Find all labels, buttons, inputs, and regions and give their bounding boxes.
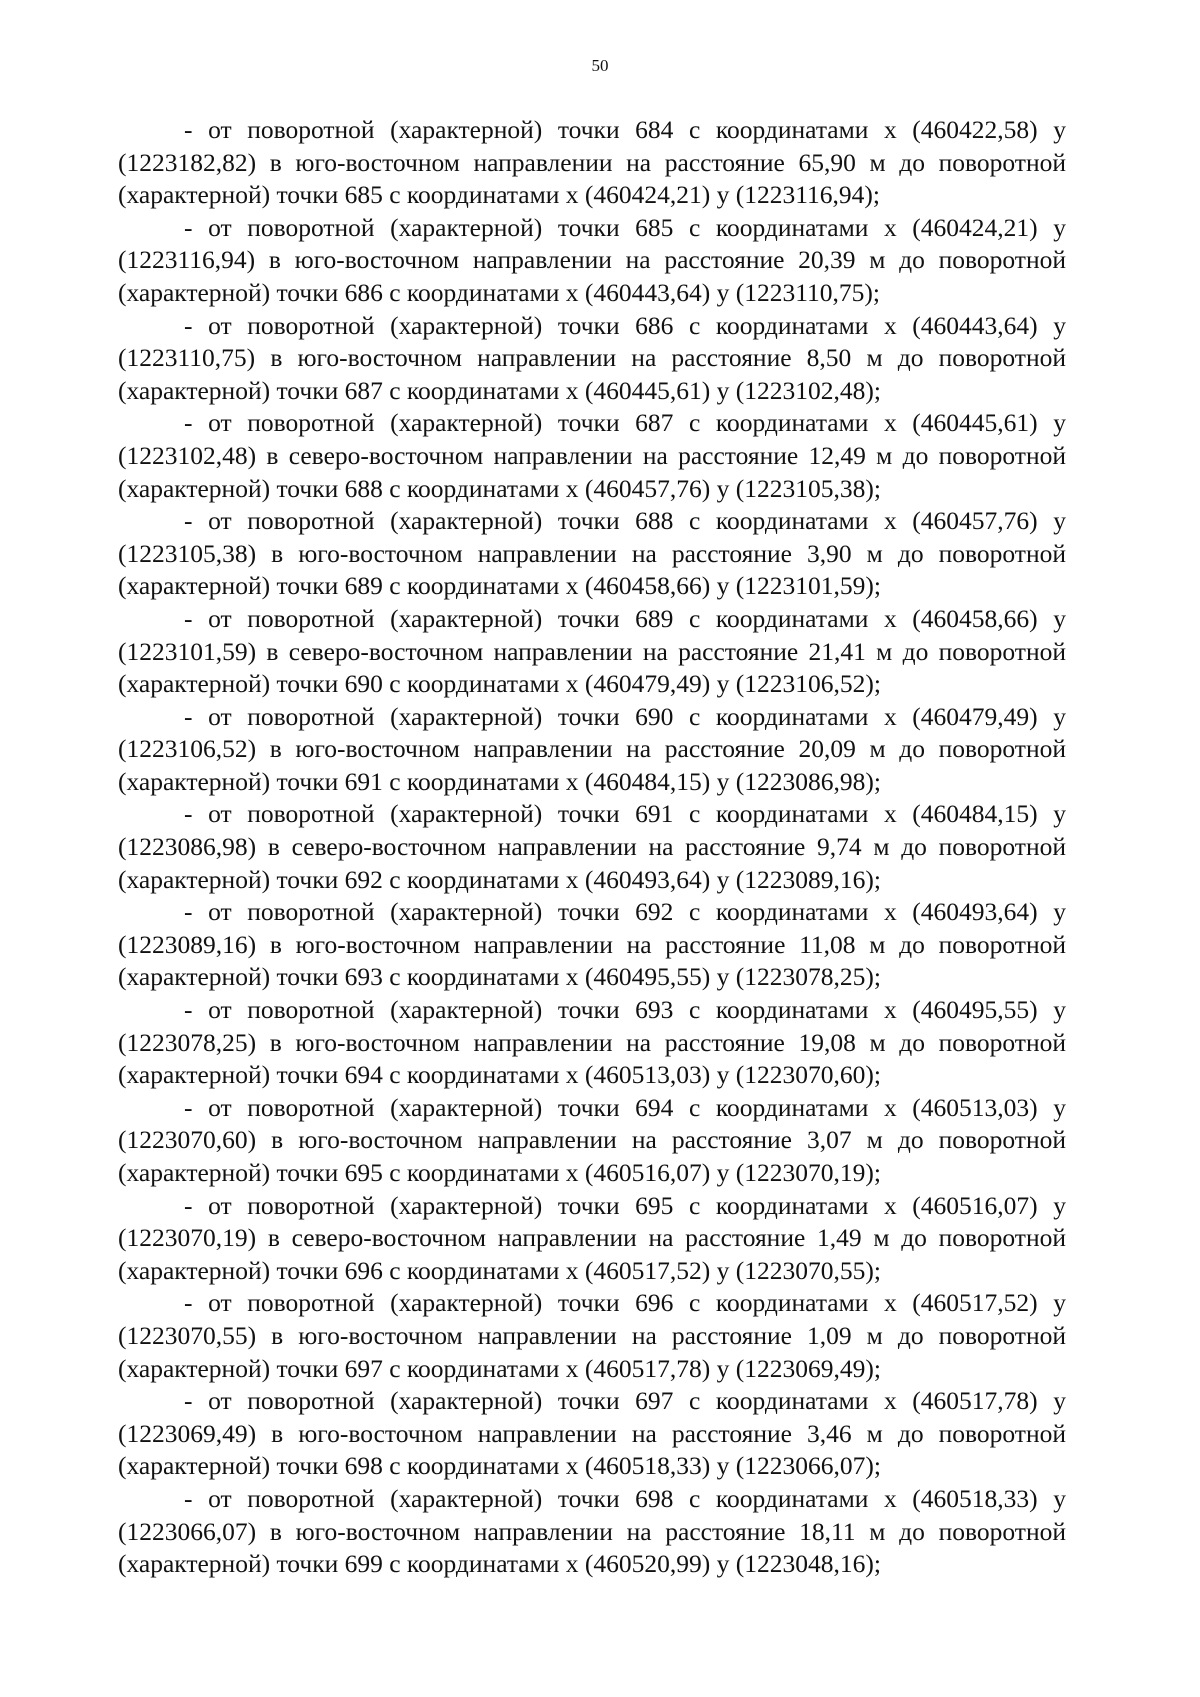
paragraph: - от поворотной (характерной) точки 697 с координатами х (460517,78) у (1223069,49) в юго-восточном направлении на расстояние 3,46 м до поворотной (характерной) точки 698 с координатами х (460518,33) у (1223066,07); xyxy=(118,1386,1066,1481)
paragraph: - от поворотной (характерной) точки 695 с координатами х (460516,07) у (1223070,19) в северо-восточном направлении на расстояние 1,49 м до поворотной (характерной) точки 696 с координатами х (460517,52) у (1223070,55); xyxy=(118,1190,1066,1285)
document-body xyxy=(118,114,1066,1581)
paragraph: - от поворотной (характерной) точки 686 с координатами х (460443,64) у (1223110,75) в юго-восточном направлении на расстояние 8,50 м до поворотной (характерной) точки 687 с координатами х (460445,61) у (1223102,48); xyxy=(118,310,1066,405)
paragraph: - от поворотной (характерной) точки 698 с координатами х (460518,33) у (1223066,07) в юго-восточном направлении на расстояние 18,11 м до поворотной (характерной) точки 699 с координатами х (460520,99) у (1223048,16); xyxy=(118,1483,1066,1579)
paragraph: - от поворотной (характерной) точки 685 с координатами х (460424,21) у (1223116,94) в юго-восточном направлении на расстояние 20,39 м до поворотной (характерной) точки 686 с координатами х (460443,64) у (1223110,75); xyxy=(118,212,1066,307)
page-number: 50 xyxy=(591,56,609,75)
paragraph: - от поворотной (характерной) точки 690 с координатами х (460479,49) у (1223106,52) в юго-восточном направлении на расстояние 20,09 м до поворотной (характерной) точки 691 с координатами х (460484,15) у (1223086,98); xyxy=(118,701,1066,796)
paragraph: - от поворотной (характерной) точки 692 с координатами х (460493,64) у (1223089,16) в юго-восточном направлении на расстояние 11,08 м до поворотной (характерной) точки 693 с координатами х (460495,55) у (1223078,25); xyxy=(118,897,1066,992)
paragraph: - от поворотной (характерной) точки 687 с координатами х (460445,61) у (1223102,48) в северо-восточном направлении на расстояние 12,49 м до поворотной (характерной) точки 688 с координатами х (460457,76) у (1223105,38); xyxy=(118,408,1066,503)
paragraph: - от поворотной (характерной) точки 684 с координатами х (460422,58) у (1223182,82) в юго-восточном направлении на расстояние 65,90 м до поворотной (характерной) точки 685 с координатами х (460424,21) у (1223116,94); xyxy=(118,115,1066,210)
paragraph: - от поворотной (характерной) точки 696 с координатами х (460517,52) у (1223070,55) в юго-восточном направлении на расстояние 1,09 м до поворотной (характерной) точки 697 с координатами х (460517,78) у (1223069,49); xyxy=(118,1288,1066,1383)
paragraph: - от поворотной (характерной) точки 693 с координатами х (460495,55) у (1223078,25) в юго-восточном направлении на расстояние 19,08 м до поворотной (характерной) точки 694 с координатами х (460513,03) у (1223070,60); xyxy=(118,995,1066,1090)
paragraph: - от поворотной (характерной) точки 688 с координатами х (460457,76) у (1223105,38) в юго-восточном направлении на расстояние 3,90 м до поворотной (характерной) точки 689 с координатами х (460458,66) у (1223101,59); xyxy=(118,506,1066,601)
paragraph: - от поворотной (характерной) точки 691 с координатами х (460484,15) у (1223086,98) в северо-восточном направлении на расстояние 9,74 м до поворотной (характерной) точки 692 с координатами х (460493,64) у (1223089,16); xyxy=(118,799,1066,894)
paragraph: - от поворотной (характерной) точки 694 с координатами х (460513,03) у (1223070,60) в юго-восточном направлении на расстояние 3,07 м до поворотной (характерной) точки 695 с координатами х (460516,07) у (1223070,19); xyxy=(118,1092,1066,1187)
paragraph: - от поворотной (характерной) точки 689 с координатами х (460458,66) у (1223101,59) в северо-восточном направлении на расстояние 21,41 м до поворотной (характерной) точки 690 с координатами х (460479,49) у (1223106,52); xyxy=(118,603,1066,699)
